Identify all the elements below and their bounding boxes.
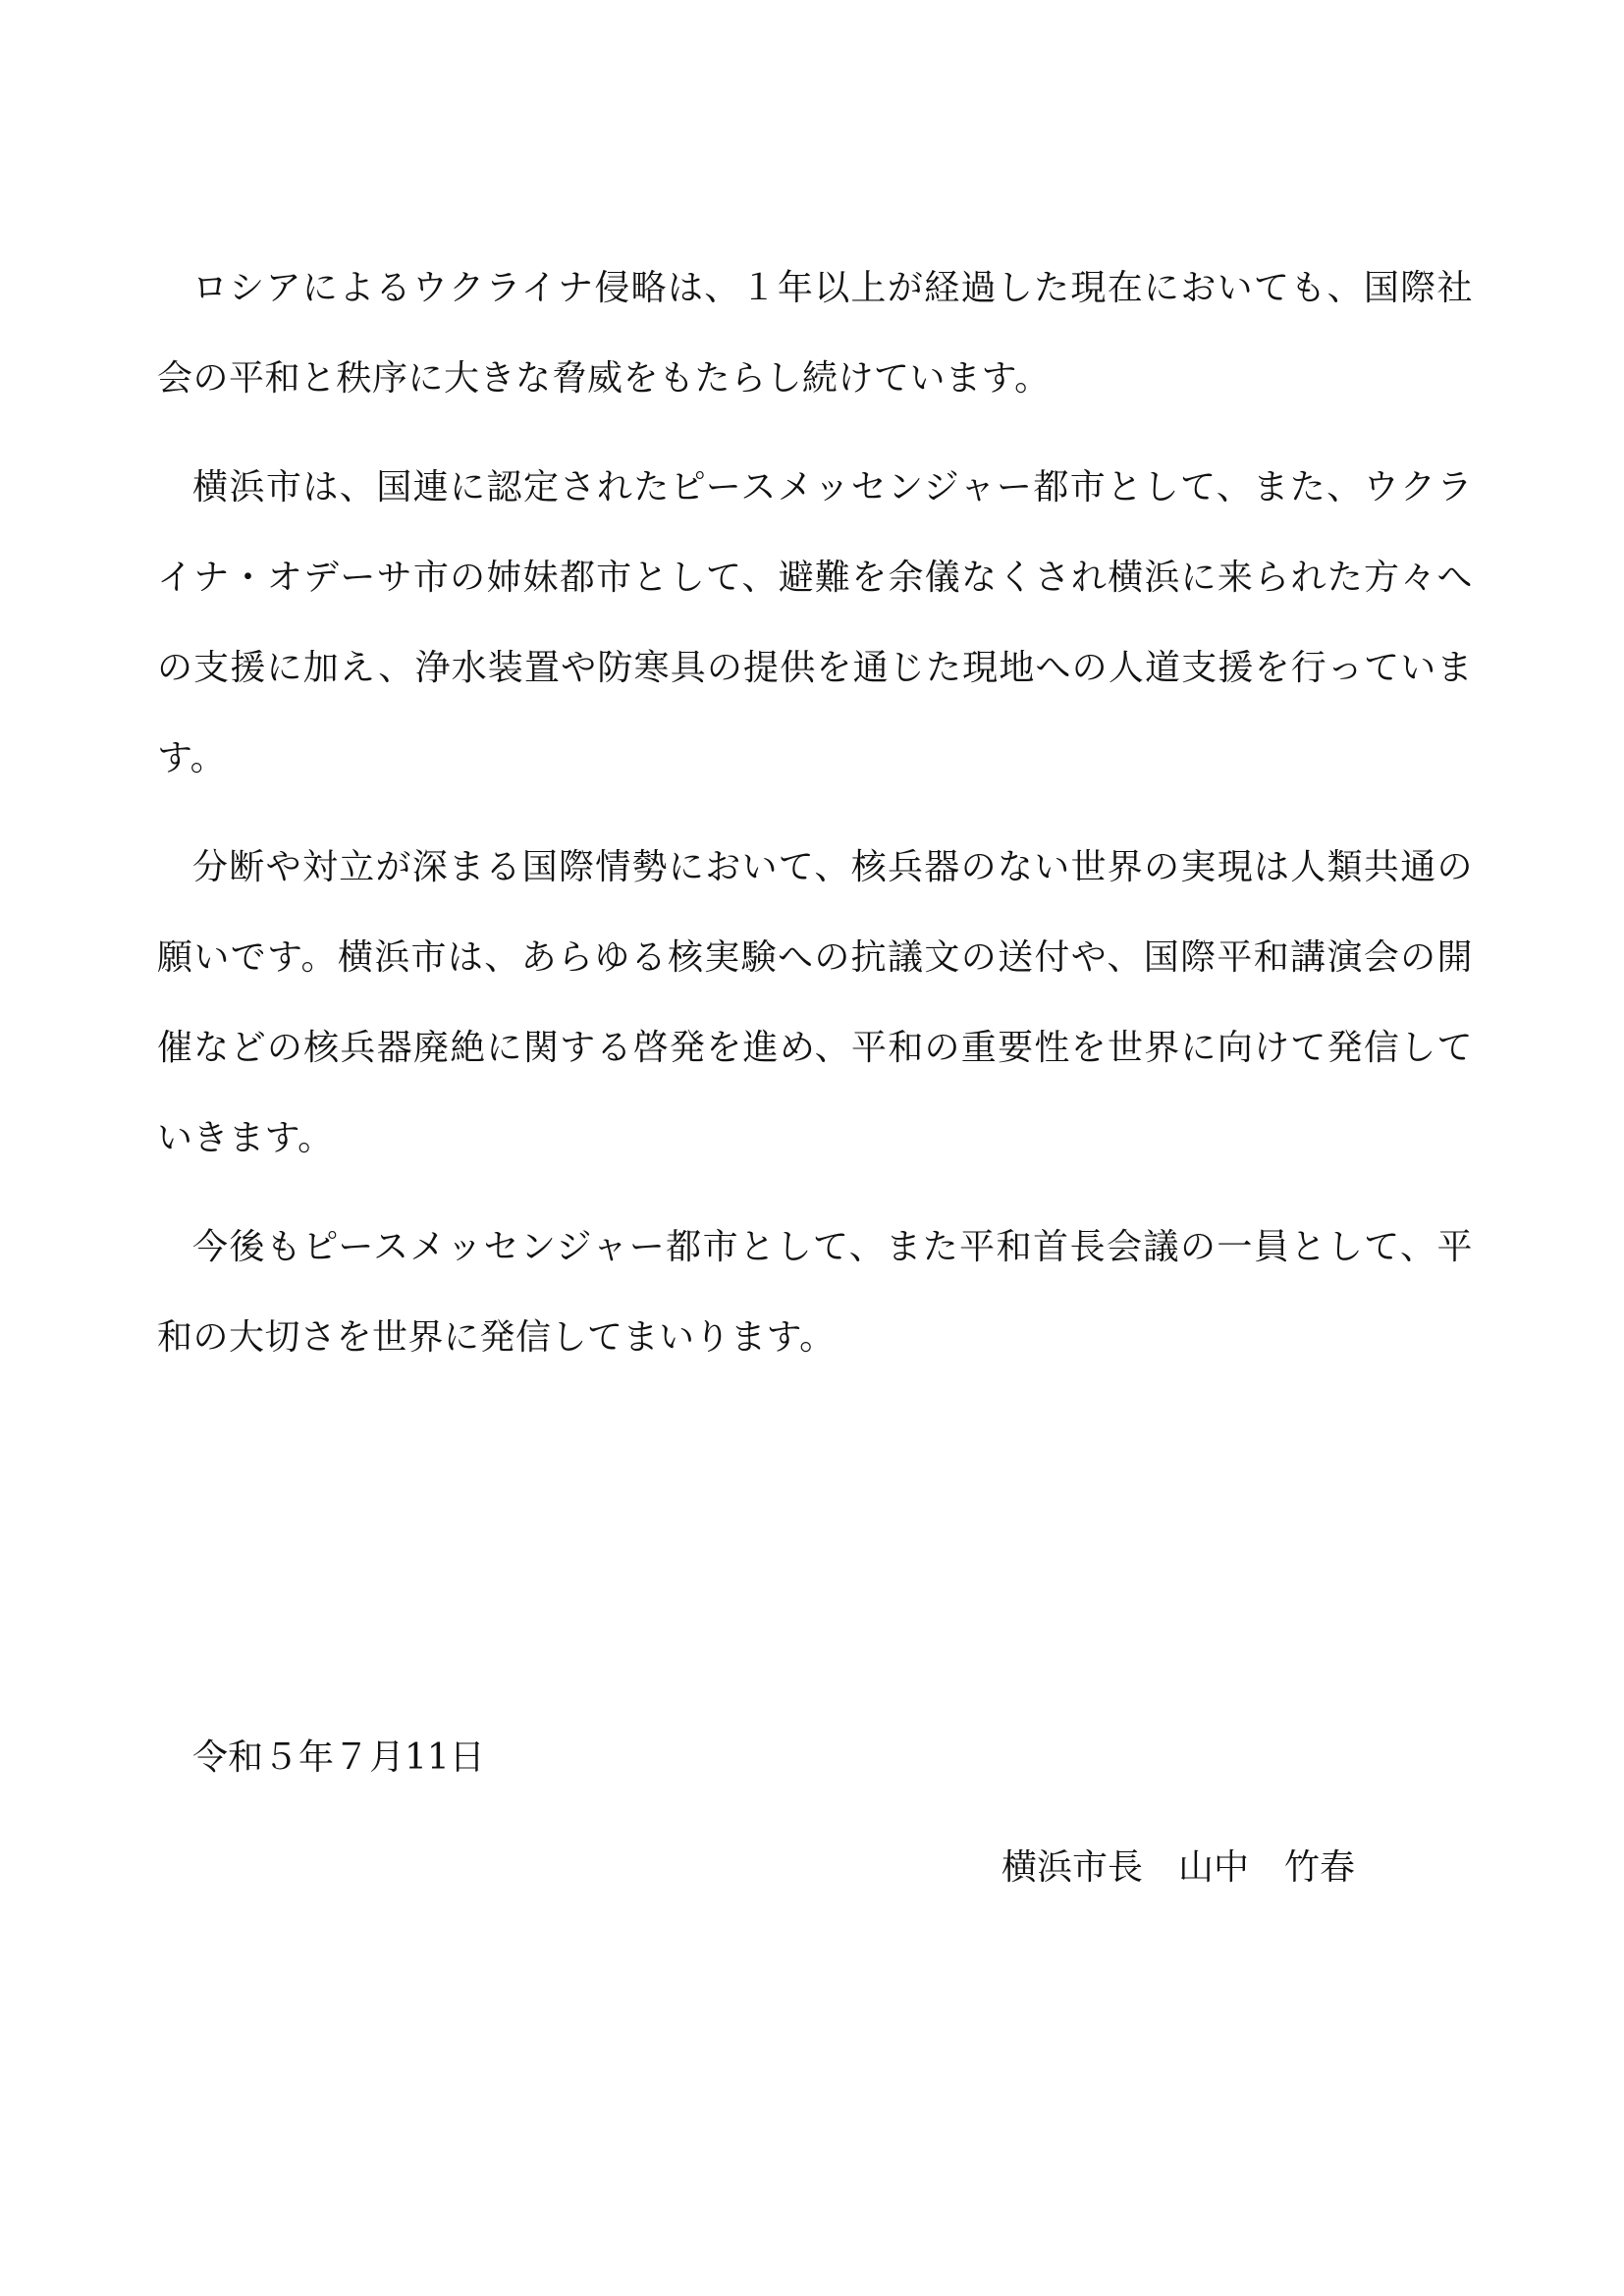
statement-date: 令和５年７月11日: [192, 1737, 485, 1778]
statement-body: [157, 243, 1473, 1402]
paragraph-2: 横浜市は、国連に認定されたピースメッセンジャー都市として、また、ウクライナ・オデーサ市の姉妹都市として、避難を余儀なくされ横浜に来られた方々への支援に加え、浄水装置や防寒具の提供を通じた現地への人道支援を行っています。: [157, 467, 1473, 778]
paragraph-3: 分断や対立が深まる国際情勢において、核兵器のない世界の実現は人類共通の願いです。横浜市は、あらゆる核実験への抗議文の送付や、国際平和講演会の開催などの核兵器廃絶に関する啓発を進め、平和の重要性を世界に向けて発信していきます。: [157, 847, 1473, 1158]
mayor-signature: 横浜市長 山中 竹春: [1001, 1847, 1356, 1888]
paragraph-1: ロシアによるウクライナ侵略は、１年以上が経過した現在においても、国際社会の平和と秩序に大きな脅威をもたらし続けています。: [157, 268, 1473, 399]
paragraph-4: 今後もピースメッセンジャー都市として、また平和首長会議の一員として、平和の大切さを世界に発信してまいります。: [157, 1227, 1473, 1358]
